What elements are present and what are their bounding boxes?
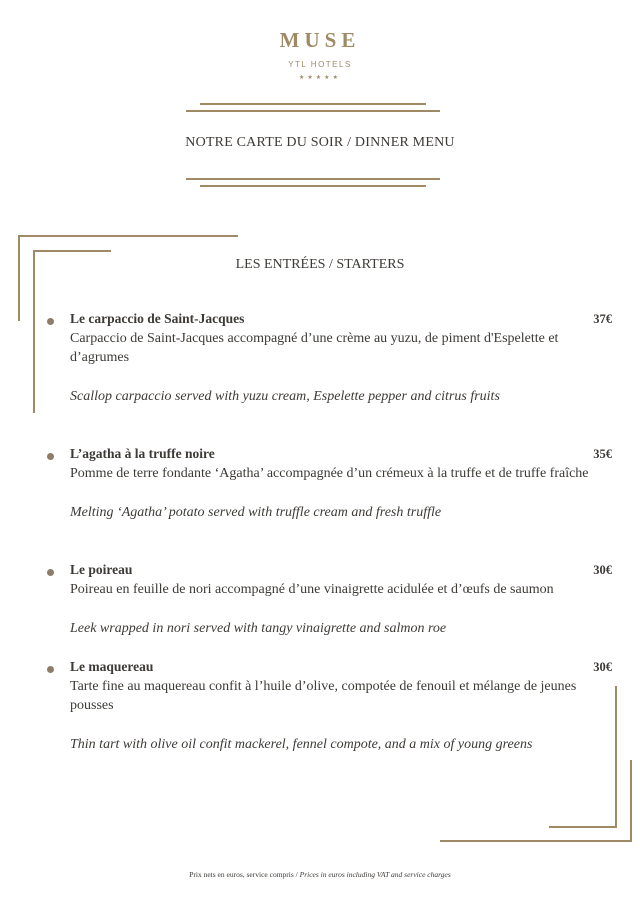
dish-description-en: Scallop carpaccio served with yuzu cream, Espelette pepper and citrus fruits (70, 389, 500, 404)
frame-bottom-right-outer-horizontal (440, 840, 632, 842)
title-rule-top-short (200, 103, 426, 105)
dish-description-fr: Poireau en feuille de nori accompagné d’une vinaigrette acidulée et d’œufs de saumon (70, 582, 554, 597)
dish-name: L’agatha à la truffe noire (70, 446, 215, 461)
dish-header (70, 311, 612, 327)
dish-item (70, 562, 612, 638)
dish-description-fr: Carpaccio de Saint-Jacques accompagné d’une crème au yuzu, de piment d'Espelette et d’agrumes (70, 331, 559, 365)
bullet-dot (47, 569, 54, 576)
footer-note (0, 870, 640, 879)
logo-name: MUSE (279, 28, 361, 52)
frame-bottom-right-outer-vertical (630, 760, 632, 842)
title-rule-top-long (186, 110, 440, 112)
dish-item (70, 659, 612, 754)
menu-title: NOTRE CARTE DU SOIR / DINNER MENU (185, 135, 455, 150)
hotel-logo (0, 28, 640, 81)
dish-description-en: Leek wrapped in nori served with tangy vinaigrette and salmon roe (70, 621, 447, 636)
logo-subtitle: YTL HOTELS (288, 60, 352, 69)
dish-header (70, 659, 612, 675)
footer-note-fr: Prix nets en euros, service compris / (189, 870, 300, 879)
dish-header (70, 562, 612, 578)
bullet-dot (47, 453, 54, 460)
dish-header (70, 446, 612, 462)
dish-price: 30€ (593, 563, 612, 577)
title-rule-bottom-long (186, 178, 440, 180)
dish-description-fr: Tarte fine au maquereau confit à l’huile d’olive, compotée de fenouil et mélange de jeunes pousses (70, 679, 577, 713)
frame-top-left-outer-vertical (18, 235, 20, 321)
dish-description-fr: Pomme de terre fondante ‘Agatha’ accompagnée d’un crémeux à la truffe et de truffe fraîche (70, 466, 589, 481)
bullet-dot (47, 318, 54, 325)
frame-top-left-inner-vertical (33, 250, 35, 413)
section-title-starters: LES ENTRÉES / STARTERS (235, 257, 405, 272)
dish-price: 35€ (593, 447, 612, 461)
dish-description-en: Thin tart with olive oil confit mackerel, fennel compote, and a mix of young greens (70, 737, 533, 752)
frame-bottom-right-inner-horizontal (549, 826, 617, 828)
title-rule-bottom-short (200, 185, 426, 187)
dish-name: Le carpaccio de Saint-Jacques (70, 311, 245, 326)
frame-bottom-right-inner-vertical (615, 686, 617, 828)
bullet-dot (47, 666, 54, 673)
dish-item (70, 311, 612, 406)
frame-top-left-inner-horizontal (33, 250, 111, 252)
logo-stars: ★★★★★ (299, 74, 341, 81)
dish-name: Le poireau (70, 562, 133, 577)
frame-top-left-outer-horizontal (18, 235, 238, 237)
dish-item (70, 446, 612, 522)
dish-price: 30€ (593, 660, 612, 674)
dish-description-en: Melting ‘Agatha’ potato served with truffle cream and fresh truffle (70, 505, 442, 520)
dish-price: 37€ (593, 312, 612, 326)
dish-name: Le maquereau (70, 659, 154, 674)
footer-note-en: Prices in euros including VAT and service charges (299, 870, 451, 879)
